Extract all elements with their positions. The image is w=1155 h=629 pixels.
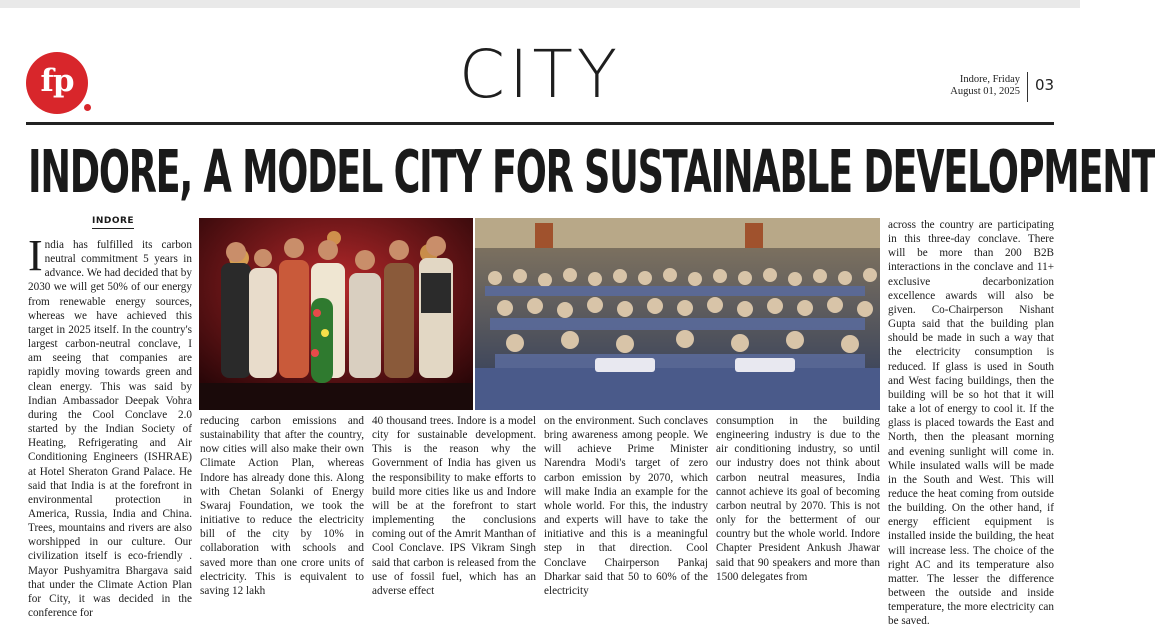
date-line-1: Indore, Friday [959,74,1020,85]
column-1-text: ndia has fulfilled its carbon neutral commitment 5 years in advance. We had decided that by 2030 we will get 50% of our energy from renewable energy sources, whereas we have achieved this target in 2025 itself. In the country's largest carbon-neutral conclave, I am seeing that companies are rapidly moving towards green and clean energy. This was said by Indian Ambassador Deepak Vohra during the Cool Conclave 2.0 started by the Indian Society of Heating, Refrigerating and Air Conditioning Engineers (ISHRAE) at Hotel Sheraton Grand Palace. He said that India is at the forefront in environmental protection in America, Russia, India and China. Trees, mountains and rivers are also worshipped in our culture. Our civilization itself is eco-friendly . Mayor Pushyamitra Bhargava said that under the Climate Action Plan for City, it was decided in the conference for [28,239,192,620]
column-6-text: across the country are participating in this three-day conclave. There will be more than 200 B2B interactions in the conclave and 11+ exclusive decarbonization excellence awards will also be given. Co-Chairperson Nishant Gupta said that the building plan should be made in such a way that the electricity consumption is reduced. If glass is used in South and West facing buildings, then the building will be so hot that it will take a lot of energy to cool it. If the glass is placed towards the East and North, then the pleasant morning and evening sunlight will come in. While insulated walls will be made in the South and West. This will reduce the heat coming from outside the building. On the other hand, if energy efficient equipment is installed inside the building, the heat will increase less. The choice of the right AC and its temperature also matter. The lesser the difference between the outside and inside temperature, the more electricity can be saved. [888,219,1054,628]
headline-text: INDORE, A MODEL CITY FOR SUSTAINABLE DEVELOPMENT [28,137,1155,206]
article-column-2 [200,414,364,597]
top-strip [0,0,1080,8]
column-2-text: reducing carbon emissions and sustainability that after the country, now cities will also make their own Climate Action Plan, whereas Indore has already done this. Along with Chetan Solanki of Energy Swaraj Foundation, we took the initiative to reduce the electricity bill of the city by 10% in collaboration with schools and saved more than one crore units of electricity. This is equivalent to saving 12 lakh [200,415,364,597]
column-4-text: on the environment. Such conclaves bring awareness among people. We will achieve Prime Minister Narendra Modi's target of zero carbon emission by 2070, which will make India an example for the whole world. For this, the industry and experts will have to take the initiative and this is a meaningful step in that direction. Cool Conclave Chairperson Pankaj Dharkar said that 50 to 60% of the electricity [544,415,708,597]
article-column-4 [544,414,708,597]
article-column-6 [888,218,1054,628]
logo-text: fp [40,63,74,99]
article-column-1 [28,231,192,620]
column-5-text: consumption in the building engineering industry is due to the air conditioning industry, so until our industry does not think about carbon neutral measures, India cannot achieve its goal of becoming carbon neutral by 2070. This is not only for the betterment of our country but the whole world. Indore Chapter President Ankush Jhawar said that 90 speakers and more than 1500 delegates from [716,415,880,583]
article-column-3 [372,414,536,597]
article-column-5 [716,414,880,583]
stage-photo [199,218,473,410]
column-3-text: 40 thousand trees. Indore is a model city for sustainable development. This is the reason why the Government of India has given us the responsibility to make efforts to build more cities like us and Indore will be at the forefront to start implementing the conclusions coming out of the Amrit Manthan of Cool Conclave. IPS Vikram Singh said that carbon is released from the use of fossil fuel, which has an adverse effect [372,415,536,597]
kicker: INDORE [92,216,134,229]
audience-photo-illustration [475,218,880,410]
dateline [950,74,1020,98]
page-number: 03 [1035,76,1055,94]
page-separator [1027,72,1028,102]
drop-cap: I [28,231,43,280]
headline [28,132,1155,212]
masthead-rule [26,122,1054,125]
date-line-2: August 01, 2025 [950,86,1020,97]
audience-photo [475,218,880,410]
stage-photo-illustration [199,218,473,410]
section-title: CITY [458,36,622,113]
